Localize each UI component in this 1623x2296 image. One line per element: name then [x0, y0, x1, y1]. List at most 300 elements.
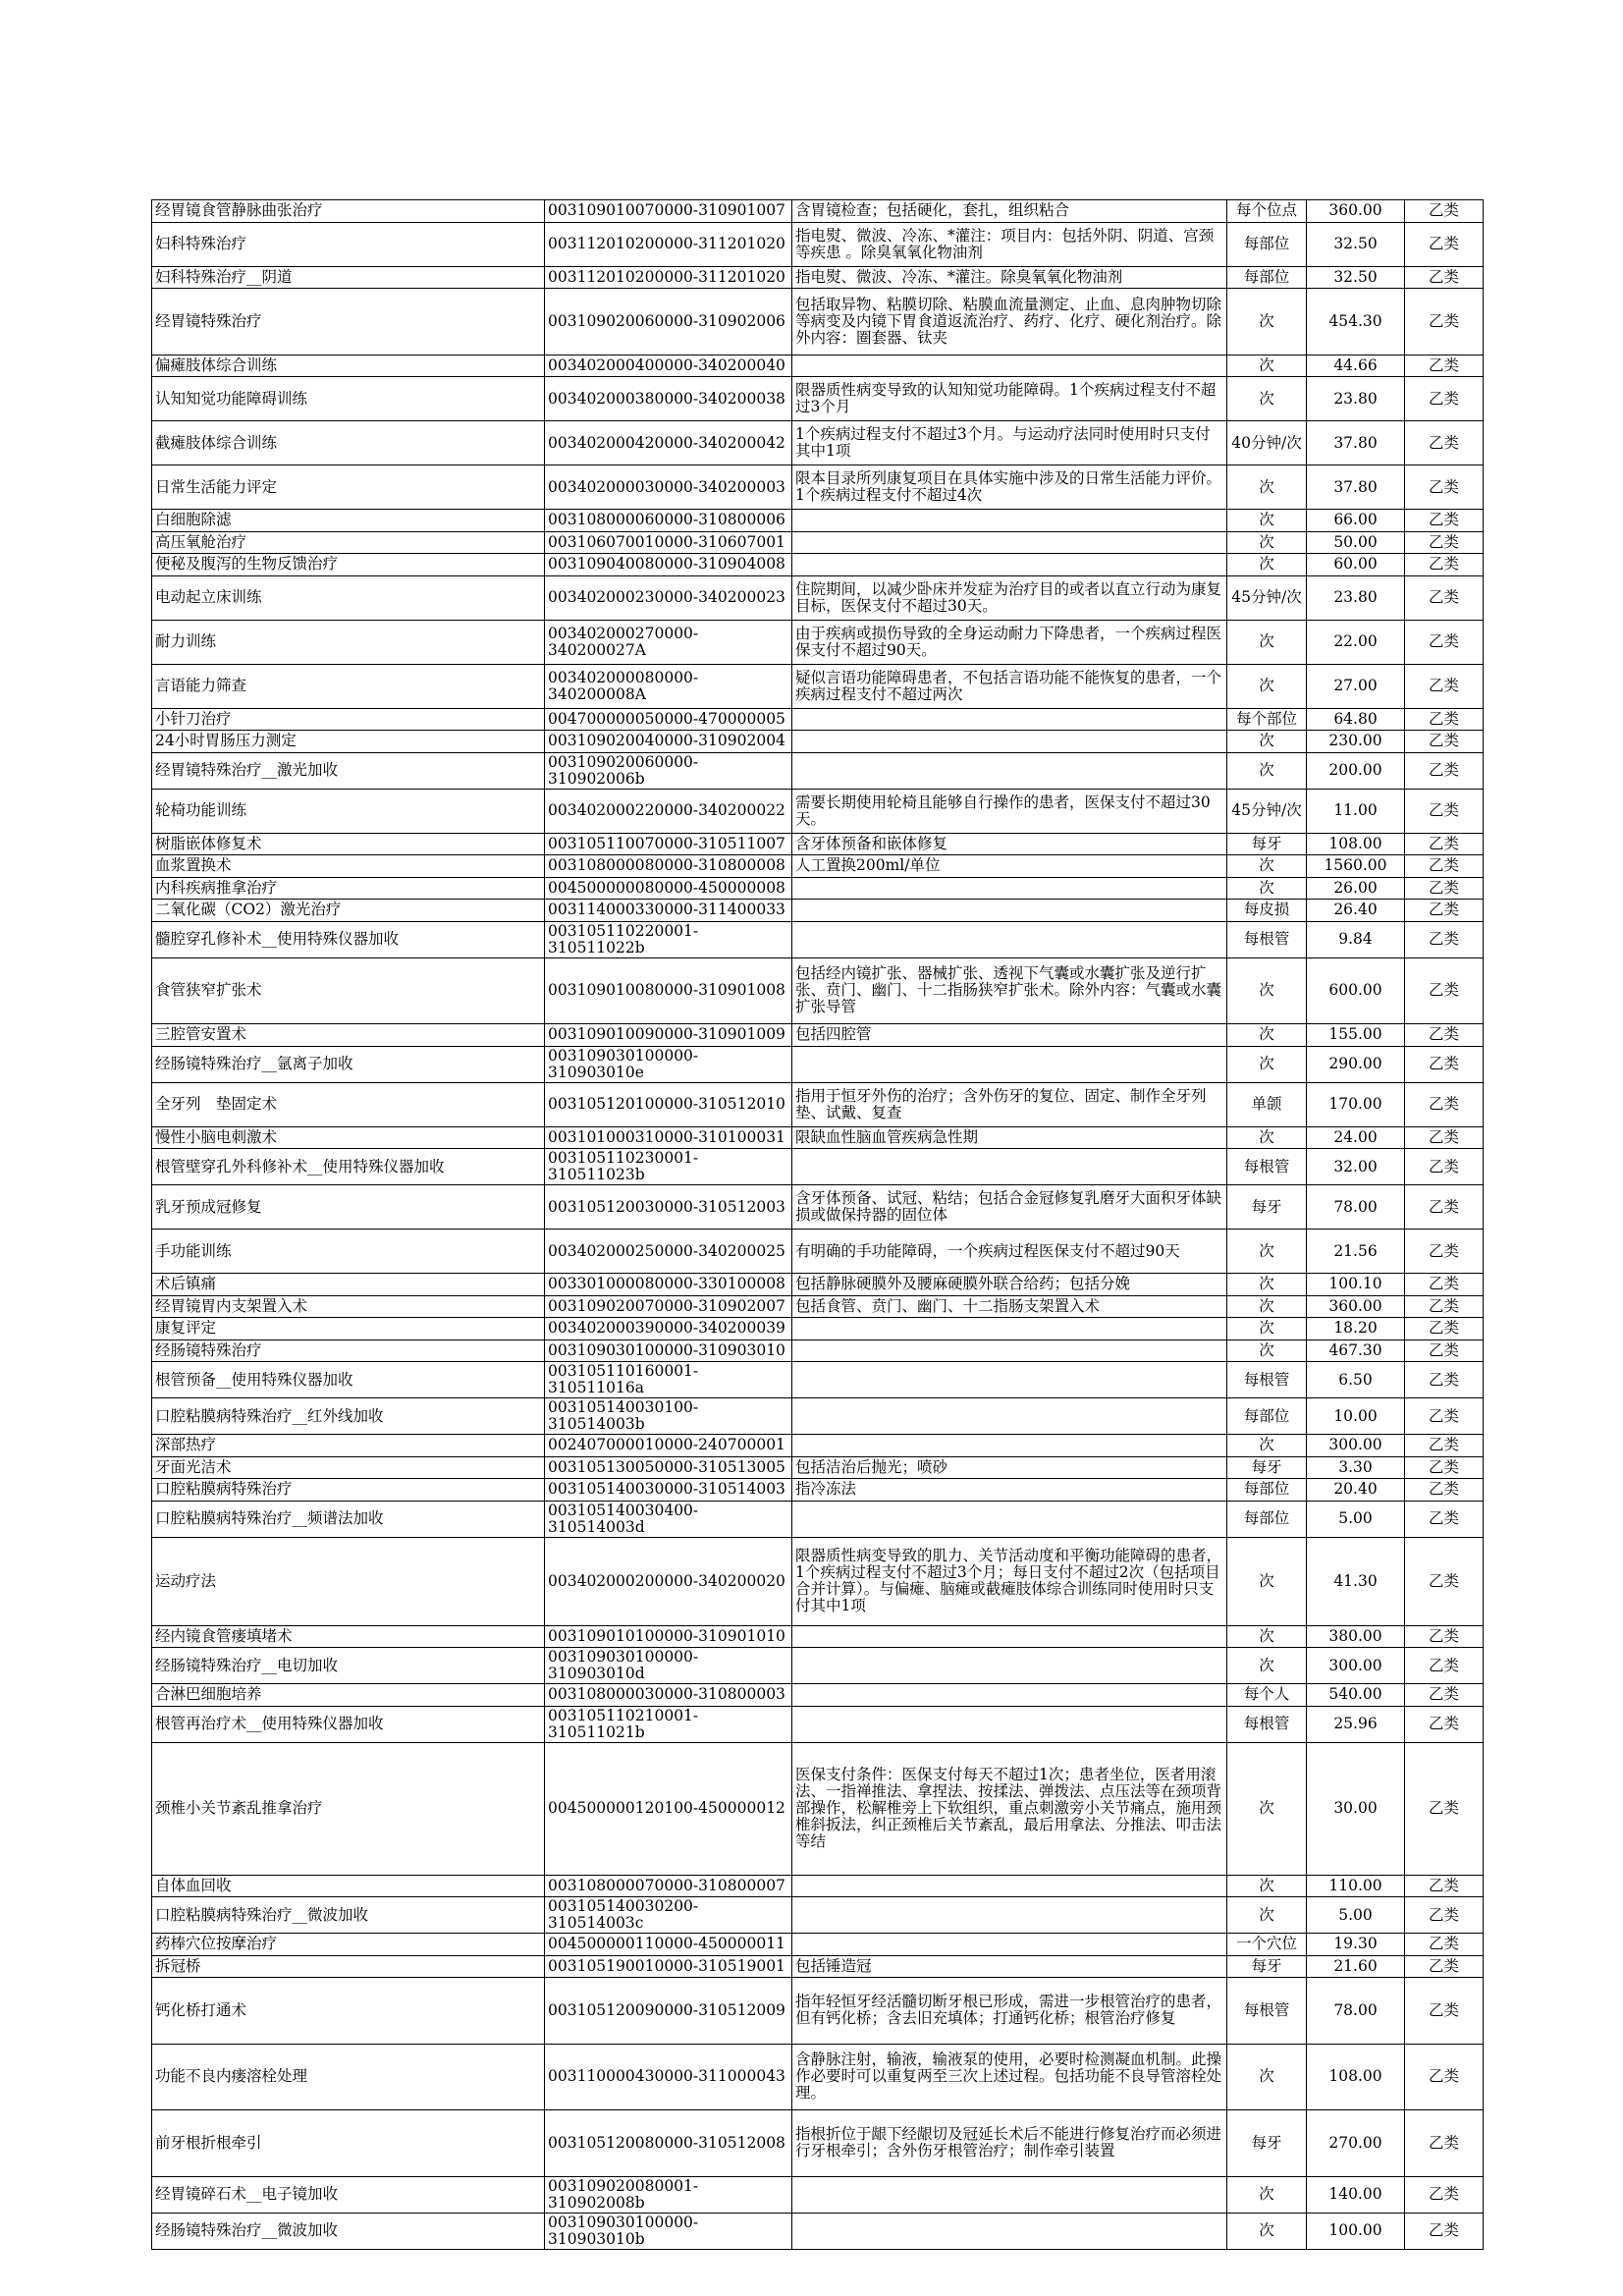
item-name-cell: 经胃镜特殊治疗__激光加收 [152, 752, 545, 789]
item-unit-cell: 次 [1227, 510, 1307, 532]
item-price-cell: 170.00 [1307, 1082, 1405, 1126]
item-category-cell: 乙类 [1405, 200, 1484, 223]
item-category-cell: 乙类 [1405, 1537, 1484, 1625]
item-unit-cell: 次 [1227, 1339, 1307, 1362]
item-code-cell: 003105120100000-310512010 [545, 1082, 792, 1126]
item-name-cell: 经胃镜碎石术__电子镜加收 [152, 2176, 545, 2213]
table-row [152, 1537, 1484, 1625]
item-price-cell: 60.00 [1307, 554, 1405, 576]
item-category-cell: 乙类 [1405, 575, 1484, 620]
item-name-cell: 口腔粘膜病特殊治疗 [152, 1479, 545, 1502]
table-row [152, 1479, 1484, 1502]
item-unit-cell: 每根管 [1227, 921, 1307, 957]
item-note-cell [792, 1149, 1227, 1185]
table-row [152, 1456, 1484, 1479]
item-unit-cell: 45分钟/次 [1227, 575, 1307, 620]
table-row [152, 1742, 1484, 1875]
item-note-cell: 限器质性病变导致的肌力、关节活动度和平衡功能障碍的患者，1个疾病过程支付不超过3个月；每日支付不超过2次（包括项目合并计算）。与偏瘫、脑瘫或截瘫肢体综合训练同时使用时只支付其中1项 [792, 1537, 1227, 1625]
item-code-cell: 003105190010000-310519001 [545, 1955, 792, 1978]
item-name-cell: 口腔粘膜病特殊治疗__红外线加收 [152, 1398, 545, 1435]
item-note-cell: 指年轻恒牙经活髓切断牙根已形成，需进一步根管治疗的患者，但有钙化桥；含去旧充填体；打通钙化桥；根管治疗修复 [792, 1978, 1227, 2045]
table-row [152, 1082, 1484, 1126]
table-row [152, 957, 1484, 1024]
item-unit-cell: 每牙 [1227, 1456, 1307, 1479]
item-category-cell: 乙类 [1405, 1648, 1484, 1684]
table-row [152, 1955, 1484, 1978]
table-row [152, 1274, 1484, 1296]
item-name-cell: 钙化桥打通术 [152, 1978, 545, 2045]
item-unit-cell: 40分钟/次 [1227, 421, 1307, 465]
item-unit-cell: 次 [1227, 355, 1307, 377]
item-unit-cell: 次 [1227, 554, 1307, 576]
item-note-cell: 疑似言语功能障碍患者，不包括言语功能不能恢复的患者，一个疾病过程支付不超过两次 [792, 664, 1227, 708]
item-code-cell: 003402000220000-340200022 [545, 789, 792, 833]
item-code-cell: 003109020040000-310902004 [545, 731, 792, 753]
item-name-cell: 24小时胃肠压力测定 [152, 731, 545, 753]
item-code-cell: 003109010090000-310901009 [545, 1024, 792, 1047]
item-note-cell [792, 1934, 1227, 1956]
item-note-cell [792, 1339, 1227, 1362]
item-code-cell: 003109020060000-310902006b [545, 752, 792, 789]
item-category-cell: 乙类 [1405, 1479, 1484, 1502]
table-row [152, 510, 1484, 532]
item-name-cell: 电动起立床训练 [152, 575, 545, 620]
item-price-cell: 41.30 [1307, 1537, 1405, 1625]
item-price-cell: 454.30 [1307, 289, 1405, 355]
item-unit-cell: 次 [1227, 752, 1307, 789]
item-name-cell: 术后镇痛 [152, 1274, 545, 1296]
item-unit-cell: 次 [1227, 289, 1307, 355]
item-code-cell: 003101000310000-310100031 [545, 1126, 792, 1149]
item-unit-cell: 每牙 [1227, 1955, 1307, 1978]
item-name-cell: 经肠镜特殊治疗__微波加收 [152, 2213, 545, 2249]
item-code-cell: 003105110070000-310511007 [545, 833, 792, 855]
item-code-cell: 004500000120100-450000012 [545, 1742, 792, 1875]
item-unit-cell: 45分钟/次 [1227, 789, 1307, 833]
item-category-cell: 乙类 [1405, 289, 1484, 355]
item-unit-cell: 每牙 [1227, 833, 1307, 855]
item-price-cell: 155.00 [1307, 1024, 1405, 1047]
item-unit-cell: 次 [1227, 1274, 1307, 1296]
item-price-cell: 300.00 [1307, 1435, 1405, 1457]
item-price-cell: 140.00 [1307, 2176, 1405, 2213]
item-note-cell [792, 1362, 1227, 1398]
item-category-cell: 乙类 [1405, 1706, 1484, 1742]
item-note-cell: 包括四腔管 [792, 1024, 1227, 1047]
item-name-cell: 内科疾病推拿治疗 [152, 877, 545, 900]
item-price-cell: 66.00 [1307, 510, 1405, 532]
fee-table [151, 199, 1484, 2250]
item-code-cell: 003105140030100-310514003b [545, 1398, 792, 1435]
item-note-cell [792, 1625, 1227, 1648]
item-code-cell: 003108000030000-310800003 [545, 1684, 792, 1707]
item-name-cell: 口腔粘膜病特殊治疗__频谱法加收 [152, 1501, 545, 1537]
item-price-cell: 1560.00 [1307, 855, 1405, 878]
item-category-cell: 乙类 [1405, 1024, 1484, 1047]
table-row [152, 921, 1484, 957]
item-category-cell: 乙类 [1405, 266, 1484, 289]
table-row [152, 1362, 1484, 1398]
table-row [152, 1648, 1484, 1684]
item-unit-cell: 次 [1227, 1230, 1307, 1274]
item-unit-cell: 一个穴位 [1227, 1934, 1307, 1956]
item-price-cell: 5.00 [1307, 1897, 1405, 1934]
item-code-cell: 003105140030000-310514003 [545, 1479, 792, 1502]
table-row [152, 1875, 1484, 1897]
item-category-cell: 乙类 [1405, 1398, 1484, 1435]
table-row [152, 1684, 1484, 1707]
item-price-cell: 5.00 [1307, 1501, 1405, 1537]
item-note-cell: 指用于恒牙外伤的治疗；含外伤牙的复位、固定、制作全牙列 垫、试戴、复查 [792, 1082, 1227, 1126]
item-category-cell: 乙类 [1405, 1934, 1484, 1956]
table-row [152, 1126, 1484, 1149]
item-note-cell [792, 1318, 1227, 1340]
item-price-cell: 32.00 [1307, 1149, 1405, 1185]
item-code-cell: 003109010070000-310901007 [545, 200, 792, 223]
item-unit-cell: 每根管 [1227, 1362, 1307, 1398]
item-price-cell: 26.00 [1307, 877, 1405, 900]
item-price-cell: 30.00 [1307, 1742, 1405, 1875]
item-code-cell: 003105110160001-310511016a [545, 1362, 792, 1398]
item-category-cell: 乙类 [1405, 1501, 1484, 1537]
item-price-cell: 37.80 [1307, 465, 1405, 510]
item-code-cell: 003109020070000-310902007 [545, 1295, 792, 1318]
item-unit-cell: 次 [1227, 1046, 1307, 1082]
table-row [152, 620, 1484, 664]
item-name-cell: 血浆置换术 [152, 855, 545, 878]
item-name-cell: 耐力训练 [152, 620, 545, 664]
item-name-cell: 便秘及腹泻的生物反馈治疗 [152, 554, 545, 576]
item-category-cell: 乙类 [1405, 1046, 1484, 1082]
item-note-cell: 含静脉注射，输液，输液泵的使用，必要时检测凝血机制。此操作必要时可以重复两至三次上述过程。包括功能不良导管溶栓处理。 [792, 2044, 1227, 2110]
table-row [152, 289, 1484, 355]
item-note-cell: 医保支付条件：医保支付每天不超过1次；患者坐位，医者用滚法、一指禅推法、拿捏法、按揉法、弹拨法、点压法等在颈项背部操作，松解椎旁上下软组织，重点刺激旁小关节痛点，施用颈椎斜扳法，纠正颈椎后关节紊乱，最后用拿法、分推法、叩击法等结 [792, 1742, 1227, 1875]
item-price-cell: 200.00 [1307, 752, 1405, 789]
item-note-cell: 包括取异物、粘膜切除、粘膜血流量测定、止血、息肉肿物切除等病变及内镜下胃食道返流治疗、药疗、化疗、硬化剂治疗。除外内容：圈套器、钛夹 [792, 289, 1227, 355]
item-name-cell: 日常生活能力评定 [152, 465, 545, 510]
item-price-cell: 100.00 [1307, 2213, 1405, 2249]
item-name-cell: 牙面光洁术 [152, 1456, 545, 1479]
fee-table-body [152, 200, 1484, 2250]
item-note-cell: 含胃镜检查；包括硬化，套扎，组织粘合 [792, 200, 1227, 223]
item-code-cell: 003301000080000-330100008 [545, 1274, 792, 1296]
item-note-cell [792, 1648, 1227, 1684]
item-name-cell: 树脂嵌体修复术 [152, 833, 545, 855]
item-note-cell [792, 731, 1227, 753]
item-note-cell: 指电熨、微波、冷冻、*灌注。除臭氧氧化物油剂 [792, 266, 1227, 289]
item-code-cell: 003402000200000-340200020 [545, 1537, 792, 1625]
item-category-cell: 乙类 [1405, 1684, 1484, 1707]
item-note-cell [792, 921, 1227, 957]
table-row [152, 355, 1484, 377]
item-category-cell: 乙类 [1405, 510, 1484, 532]
item-category-cell: 乙类 [1405, 1742, 1484, 1875]
item-price-cell: 27.00 [1307, 664, 1405, 708]
table-row [152, 1295, 1484, 1318]
item-price-cell: 25.96 [1307, 1706, 1405, 1742]
item-code-cell: 003105110220001-310511022b [545, 921, 792, 957]
item-price-cell: 270.00 [1307, 2110, 1405, 2177]
item-note-cell: 有明确的手功能障碍，一个疾病过程医保支付不超过90天 [792, 1230, 1227, 1274]
table-row [152, 1625, 1484, 1648]
item-note-cell: 含牙体预备和嵌体修复 [792, 833, 1227, 855]
item-code-cell: 003109040080000-310904008 [545, 554, 792, 576]
item-note-cell: 1个疾病过程支付不超过3个月。与运动疗法同时使用时只支付其中1项 [792, 421, 1227, 465]
item-code-cell: 003112010200000-311201020 [545, 266, 792, 289]
table-row [152, 1230, 1484, 1274]
item-name-cell: 手功能训练 [152, 1230, 545, 1274]
item-note-cell: 人工置换200ml/单位 [792, 855, 1227, 878]
item-code-cell: 003109010080000-310901008 [545, 957, 792, 1024]
item-code-cell: 003108000060000-310800006 [545, 510, 792, 532]
item-note-cell [792, 510, 1227, 532]
table-row [152, 1318, 1484, 1340]
item-category-cell: 乙类 [1405, 1456, 1484, 1479]
item-note-cell: 包括洁治后抛光；喷砂 [792, 1456, 1227, 1479]
item-code-cell: 003105120090000-310512009 [545, 1978, 792, 2045]
item-unit-cell: 次 [1227, 1435, 1307, 1457]
item-category-cell: 乙类 [1405, 1955, 1484, 1978]
item-category-cell: 乙类 [1405, 900, 1484, 922]
item-category-cell: 乙类 [1405, 921, 1484, 957]
item-name-cell: 言语能力筛查 [152, 664, 545, 708]
item-unit-cell: 次 [1227, 620, 1307, 664]
item-category-cell: 乙类 [1405, 1318, 1484, 1340]
item-unit-cell: 次 [1227, 2213, 1307, 2249]
item-category-cell: 乙类 [1405, 877, 1484, 900]
item-note-cell [792, 531, 1227, 554]
table-row [152, 855, 1484, 878]
item-name-cell: 三腔管安置术 [152, 1024, 545, 1047]
item-price-cell: 11.00 [1307, 789, 1405, 833]
item-category-cell: 乙类 [1405, 664, 1484, 708]
item-price-cell: 20.40 [1307, 1479, 1405, 1502]
item-price-cell: 100.10 [1307, 1274, 1405, 1296]
item-note-cell [792, 1684, 1227, 1707]
item-price-cell: 24.00 [1307, 1126, 1405, 1149]
item-category-cell: 乙类 [1405, 1978, 1484, 2045]
item-unit-cell: 次 [1227, 2044, 1307, 2110]
table-row [152, 1024, 1484, 1047]
item-price-cell: 360.00 [1307, 1295, 1405, 1318]
item-code-cell: 003402000420000-340200042 [545, 421, 792, 465]
item-category-cell: 乙类 [1405, 1875, 1484, 1897]
item-note-cell [792, 2213, 1227, 2249]
item-price-cell: 37.80 [1307, 421, 1405, 465]
item-category-cell: 乙类 [1405, 1625, 1484, 1648]
item-name-cell: 截瘫肢体综合训练 [152, 421, 545, 465]
table-row [152, 708, 1484, 731]
item-unit-cell: 每个部位 [1227, 708, 1307, 731]
item-code-cell: 003109030100000-310903010 [545, 1339, 792, 1362]
item-unit-cell: 次 [1227, 1875, 1307, 1897]
item-code-cell: 003402000390000-340200039 [545, 1318, 792, 1340]
item-name-cell: 乳牙预成冠修复 [152, 1185, 545, 1230]
item-name-cell: 经胃镜食管静脉曲张治疗 [152, 200, 545, 223]
item-note-cell [792, 1398, 1227, 1435]
item-code-cell: 003402000270000-340200027A [545, 620, 792, 664]
item-category-cell: 乙类 [1405, 1362, 1484, 1398]
item-unit-cell: 每根管 [1227, 1706, 1307, 1742]
table-row [152, 1934, 1484, 1956]
item-unit-cell: 每个位点 [1227, 200, 1307, 223]
item-price-cell: 300.00 [1307, 1648, 1405, 1684]
item-note-cell [792, 752, 1227, 789]
item-price-cell: 44.66 [1307, 355, 1405, 377]
item-code-cell: 003105120080000-310512008 [545, 2110, 792, 2177]
table-row [152, 1339, 1484, 1362]
item-category-cell: 乙类 [1405, 2110, 1484, 2177]
table-row [152, 752, 1484, 789]
item-code-cell: 003105140030400-310514003d [545, 1501, 792, 1537]
item-unit-cell: 次 [1227, 957, 1307, 1024]
table-row [152, 421, 1484, 465]
item-name-cell: 经肠镜特殊治疗 [152, 1339, 545, 1362]
item-category-cell: 乙类 [1405, 2044, 1484, 2110]
item-code-cell: 003109010100000-310901010 [545, 1625, 792, 1648]
item-category-cell: 乙类 [1405, 1339, 1484, 1362]
item-name-cell: 经肠镜特殊治疗__电切加收 [152, 1648, 545, 1684]
table-row [152, 789, 1484, 833]
item-category-cell: 乙类 [1405, 421, 1484, 465]
item-unit-cell: 每个人 [1227, 1684, 1307, 1707]
table-row [152, 1501, 1484, 1537]
item-unit-cell: 每部位 [1227, 1501, 1307, 1537]
item-category-cell: 乙类 [1405, 708, 1484, 731]
item-category-cell: 乙类 [1405, 2213, 1484, 2249]
item-unit-cell: 次 [1227, 877, 1307, 900]
table-row [152, 664, 1484, 708]
item-note-cell: 含牙体预备、试冠、粘结；包括合金冠修复乳磨牙大面积牙体缺损或做保持器的固位体 [792, 1185, 1227, 1230]
item-name-cell: 妇科特殊治疗__阴道 [152, 266, 545, 289]
item-price-cell: 21.60 [1307, 1955, 1405, 1978]
item-unit-cell: 每皮损 [1227, 900, 1307, 922]
item-price-cell: 26.40 [1307, 900, 1405, 922]
item-unit-cell: 次 [1227, 377, 1307, 421]
table-row [152, 731, 1484, 753]
item-category-cell: 乙类 [1405, 355, 1484, 377]
item-unit-cell: 次 [1227, 1537, 1307, 1625]
item-unit-cell: 每根管 [1227, 1149, 1307, 1185]
item-note-cell: 限本目录所列康复项目在具体实施中涉及的日常生活能力评价。1个疾病过程支付不超过4次 [792, 465, 1227, 510]
table-row [152, 222, 1484, 266]
item-price-cell: 108.00 [1307, 2044, 1405, 2110]
item-category-cell: 乙类 [1405, 1435, 1484, 1457]
item-unit-cell: 次 [1227, 1625, 1307, 1648]
item-price-cell: 23.80 [1307, 575, 1405, 620]
item-category-cell: 乙类 [1405, 1295, 1484, 1318]
item-name-cell: 小针刀治疗 [152, 708, 545, 731]
item-note-cell: 限缺血性脑血管疾病急性期 [792, 1126, 1227, 1149]
item-name-cell: 自体血回收 [152, 1875, 545, 1897]
item-category-cell: 乙类 [1405, 789, 1484, 833]
item-name-cell: 根管再治疗术__使用特殊仪器加收 [152, 1706, 545, 1742]
item-price-cell: 290.00 [1307, 1046, 1405, 1082]
item-unit-cell: 次 [1227, 1024, 1307, 1047]
item-category-cell: 乙类 [1405, 1274, 1484, 1296]
item-name-cell: 二氧化碳（CO2）激光治疗 [152, 900, 545, 922]
item-note-cell [792, 877, 1227, 900]
item-name-cell: 经胃镜特殊治疗 [152, 289, 545, 355]
item-code-cell: 003402000250000-340200025 [545, 1230, 792, 1274]
item-name-cell: 拆冠桥 [152, 1955, 545, 1978]
item-code-cell: 003114000330000-311400033 [545, 900, 792, 922]
item-unit-cell: 次 [1227, 1126, 1307, 1149]
item-name-cell: 经胃镜胃内支架置入术 [152, 1295, 545, 1318]
item-code-cell: 003110000430000-311000043 [545, 2044, 792, 2110]
item-category-cell: 乙类 [1405, 957, 1484, 1024]
table-row [152, 377, 1484, 421]
item-unit-cell: 次 [1227, 1648, 1307, 1684]
item-code-cell: 003109030100000-310903010e [545, 1046, 792, 1082]
item-note-cell: 指电熨、微波、冷冻、*灌注：项目内：包括外阴、阴道、宫颈等疾患 。除臭氧氧化物油剂 [792, 222, 1227, 266]
item-name-cell: 口腔粘膜病特殊治疗__微波加收 [152, 1897, 545, 1934]
item-price-cell: 9.84 [1307, 921, 1405, 957]
item-unit-cell: 次 [1227, 1742, 1307, 1875]
item-unit-cell: 次 [1227, 531, 1307, 554]
item-unit-cell: 每部位 [1227, 266, 1307, 289]
item-code-cell: 003108000070000-310800007 [545, 1875, 792, 1897]
item-note-cell [792, 554, 1227, 576]
item-code-cell: 002407000010000-240700001 [545, 1435, 792, 1457]
item-name-cell: 偏瘫肢体综合训练 [152, 355, 545, 377]
item-category-cell: 乙类 [1405, 620, 1484, 664]
item-name-cell: 轮椅功能训练 [152, 789, 545, 833]
item-note-cell [792, 708, 1227, 731]
item-unit-cell: 每部位 [1227, 1398, 1307, 1435]
item-name-cell: 合淋巴细胞培养 [152, 1684, 545, 1707]
item-name-cell: 妇科特殊治疗 [152, 222, 545, 266]
item-category-cell: 乙类 [1405, 1082, 1484, 1126]
item-category-cell: 乙类 [1405, 2176, 1484, 2213]
table-row [152, 2213, 1484, 2249]
item-price-cell: 21.56 [1307, 1230, 1405, 1274]
item-category-cell: 乙类 [1405, 1149, 1484, 1185]
item-category-cell: 乙类 [1405, 833, 1484, 855]
item-price-cell: 23.80 [1307, 377, 1405, 421]
table-row [152, 1185, 1484, 1230]
table-row [152, 200, 1484, 223]
item-code-cell: 003402000030000-340200003 [545, 465, 792, 510]
item-price-cell: 3.30 [1307, 1456, 1405, 1479]
table-row [152, 1398, 1484, 1435]
item-category-cell: 乙类 [1405, 731, 1484, 753]
item-code-cell: 003109020060000-310902006 [545, 289, 792, 355]
item-name-cell: 髓腔穿孔修补术__使用特殊仪器加收 [152, 921, 545, 957]
table-row [152, 1706, 1484, 1742]
item-name-cell: 颈椎小关节紊乱推拿治疗 [152, 1742, 545, 1875]
item-name-cell: 食管狭窄扩张术 [152, 957, 545, 1024]
item-note-cell: 包括锤造冠 [792, 1955, 1227, 1978]
item-category-cell: 乙类 [1405, 1185, 1484, 1230]
item-unit-cell: 次 [1227, 1897, 1307, 1934]
item-category-cell: 乙类 [1405, 1230, 1484, 1274]
item-category-cell: 乙类 [1405, 554, 1484, 576]
item-note-cell [792, 1435, 1227, 1457]
table-row [152, 465, 1484, 510]
item-price-cell: 6.50 [1307, 1362, 1405, 1398]
item-name-cell: 根管预备__使用特殊仪器加收 [152, 1362, 545, 1398]
item-code-cell: 003105130050000-310513005 [545, 1456, 792, 1479]
item-name-cell: 白细胞除滤 [152, 510, 545, 532]
item-price-cell: 78.00 [1307, 1185, 1405, 1230]
table-row [152, 1897, 1484, 1934]
item-price-cell: 600.00 [1307, 957, 1405, 1024]
item-unit-cell: 单颌 [1227, 1082, 1307, 1126]
item-price-cell: 540.00 [1307, 1684, 1405, 1707]
item-price-cell: 10.00 [1307, 1398, 1405, 1435]
item-code-cell: 003105120030000-310512003 [545, 1185, 792, 1230]
